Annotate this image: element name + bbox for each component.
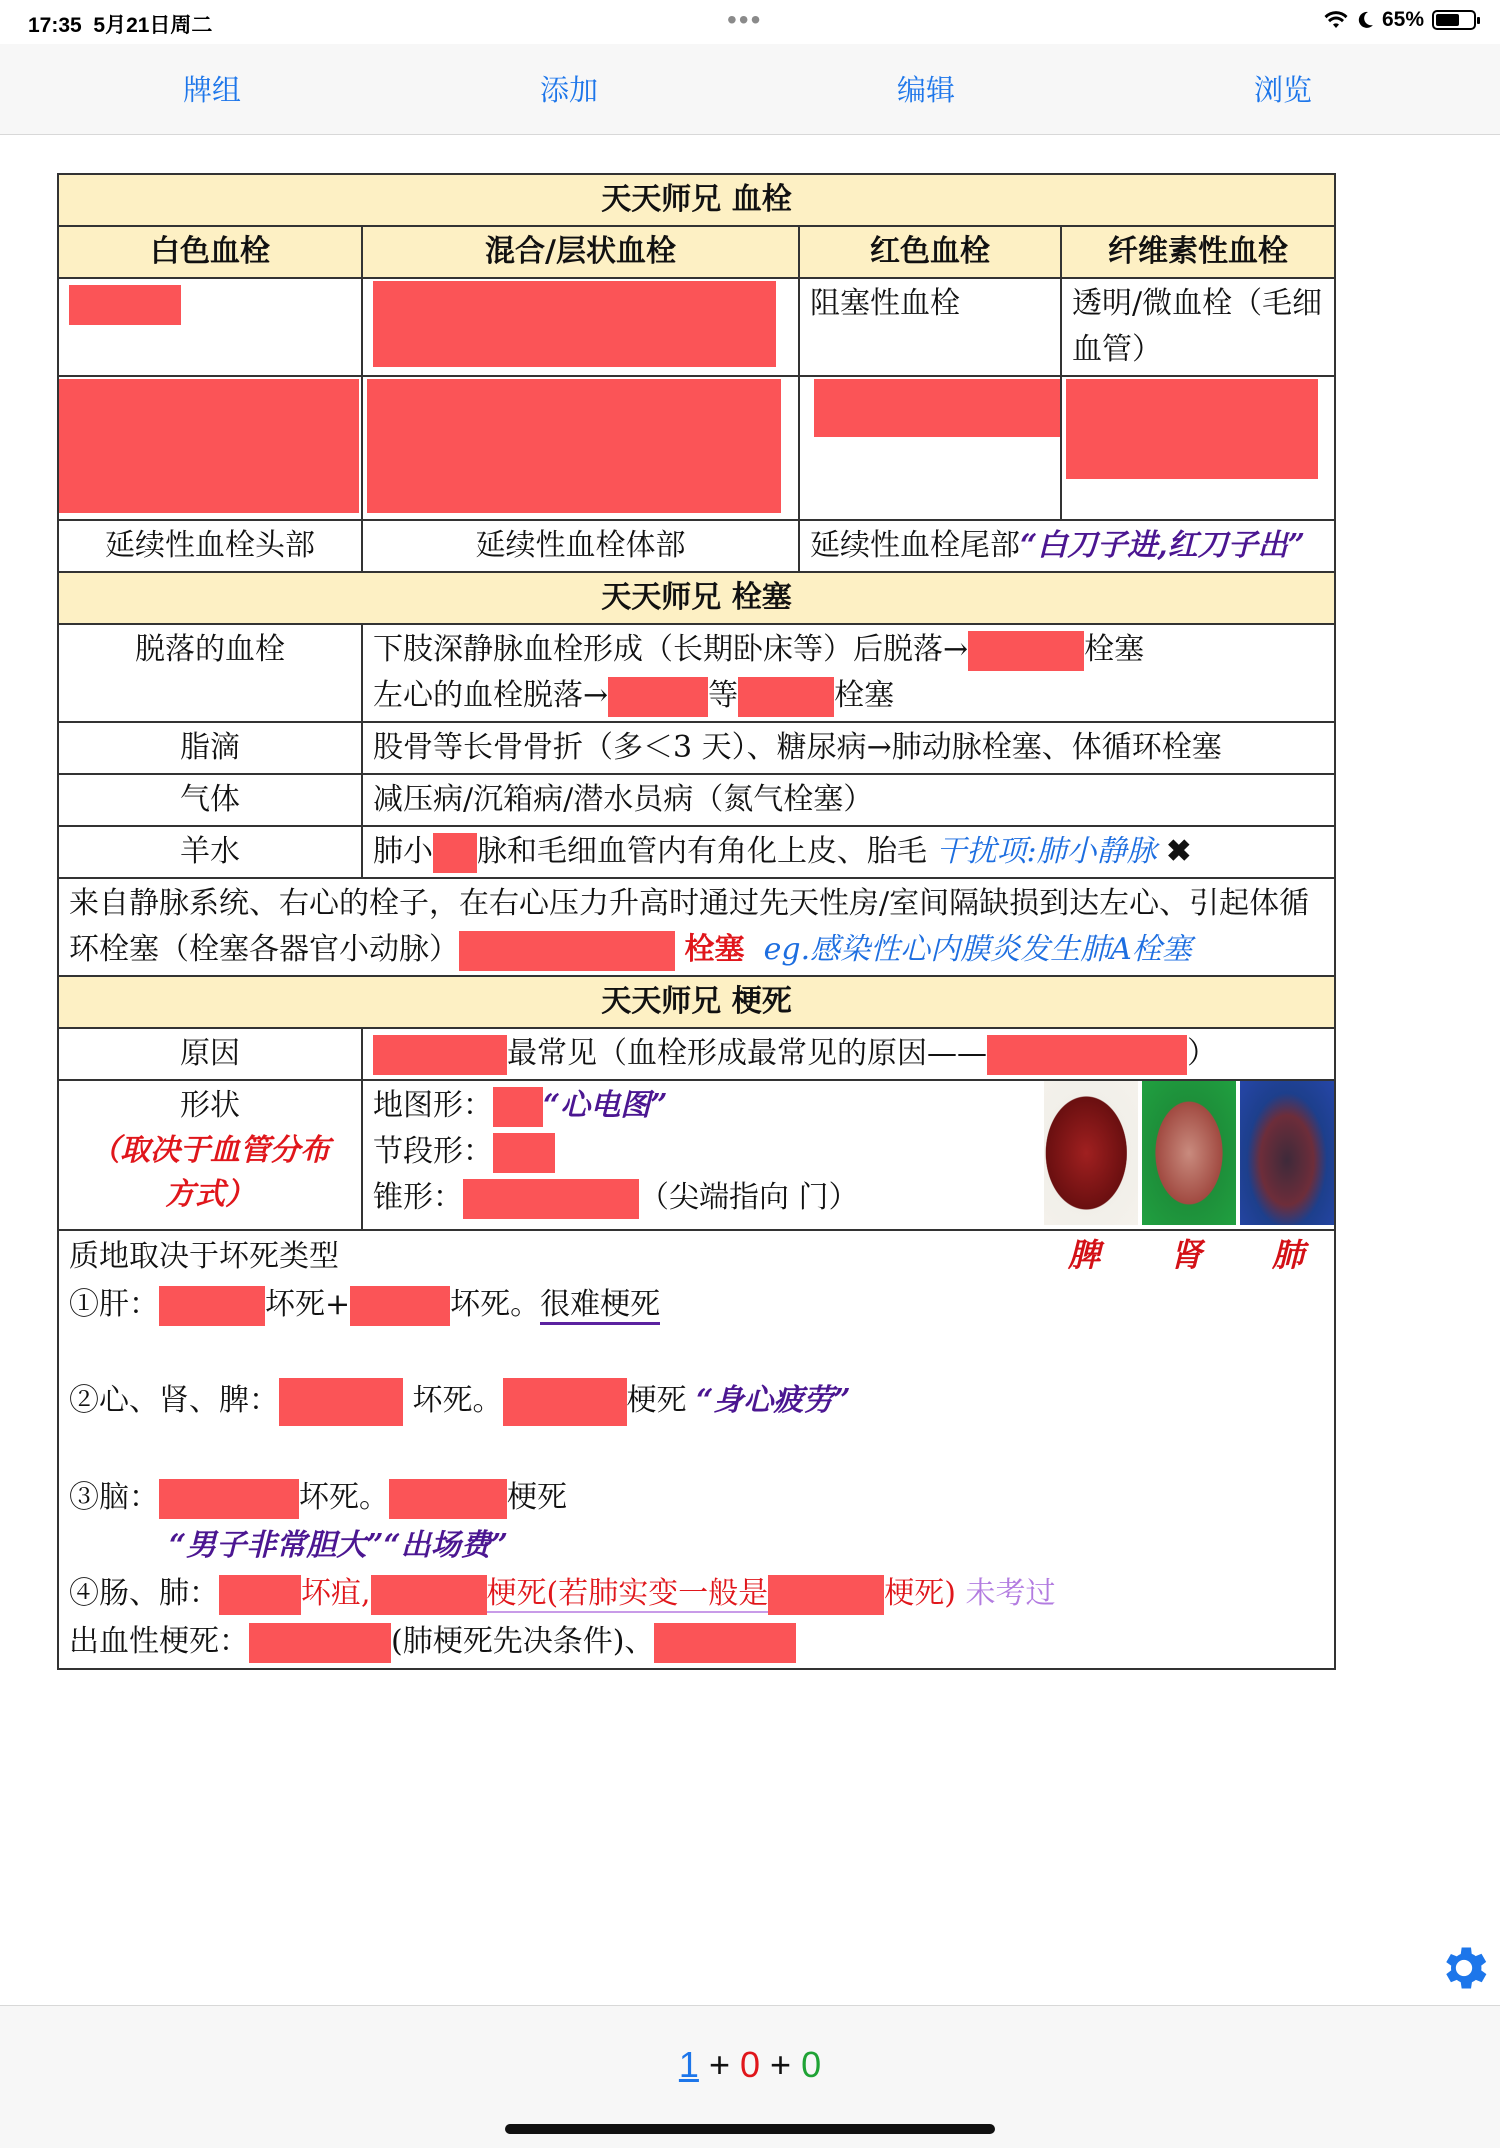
new-count[interactable]: 1 [678,2044,699,2085]
paradoxical-embolism: 来自静脉系统、右心的栓子，在右心压力升高时通过先天性房/室间隔缺损到达左心、引起体循环栓塞（栓塞各器官小动脉） 栓塞 eg.感染性心内膜炎发生肺A栓塞 [58,878,1335,976]
redaction-block[interactable] [373,1035,507,1075]
redaction-block[interactable] [389,1479,507,1519]
lung-label: 肺 [1272,1236,1305,1274]
cause-desc: 最常见（血栓形成最常见的原因—— ） [362,1028,1335,1080]
spleen-label: 脾 [1067,1236,1100,1274]
ecg-note: “心电图” [543,1088,668,1123]
lung-photo [1240,1081,1334,1225]
cell-head: 延续性血栓头部 [58,520,362,572]
redaction-block[interactable] [373,281,776,367]
cell-tail: 延续性血栓尾部“白刀子进,红刀子出” [799,520,1335,572]
redaction-block[interactable] [371,1575,487,1615]
redaction-block[interactable] [159,1479,299,1519]
heart-line: ②心、肾、脾： 坏死。 梗死 “身心疲劳” [69,1377,1324,1426]
moon-icon [1356,11,1374,29]
redaction-block[interactable] [159,1286,265,1326]
gear-icon[interactable] [1436,1940,1492,1996]
status-right [1324,8,1476,32]
label-shape: 形状 （取决于血管分布方式） [58,1080,362,1230]
top-toolbar [0,44,1500,135]
review-counts: 1 + 0 + 0 [678,2044,822,2085]
header-mixed-thrombus: 混合/层状血栓 [362,226,799,278]
organ-photos [1044,1081,1334,1225]
review-count[interactable]: 0 [801,2044,822,2085]
header-fibrin-thrombus: 纤维素性血栓 [1061,226,1335,278]
redaction-block[interactable] [968,631,1084,671]
status-bar [0,0,1500,44]
learning-count[interactable]: 0 [739,2044,761,2085]
fat-desc: 股骨等长骨骨折（多＜3 天）、糖尿病→肺动脉栓塞、体循环栓塞 [362,722,1335,774]
redaction-block[interactable] [433,833,477,873]
redaction-block[interactable] [219,1575,301,1615]
redaction-block[interactable] [608,677,708,717]
redaction-block[interactable] [1066,379,1318,479]
cell-white-desc [58,278,362,376]
hemorrhagic-line: 出血性梗死： (肺梗死先决条件)、 [69,1618,1324,1666]
gut-line: ④肠、肺： 坏疽, 梗死(若肺实变一般是 梗死) 未考过 [69,1570,1324,1618]
cell-mixed-desc [362,278,799,376]
wifi-icon [1324,11,1348,29]
cell-body: 延续性血栓体部 [362,520,799,572]
battery-percent: 65% [1381,8,1424,31]
redaction-block[interactable] [814,379,1060,437]
redaction-block[interactable] [654,1623,796,1663]
header-white-thrombus: 白色血栓 [58,226,362,278]
amniotic-desc: 肺小 脉和毛细血管内有角化上皮、胎毛 干扰项:肺小静脉 ✖ [362,826,1335,878]
add-button[interactable]: 添加 [539,75,598,107]
edit-button[interactable]: 编辑 [896,75,955,107]
redaction-block[interactable] [249,1623,391,1663]
cell-fibrin-desc: 透明/微血栓（毛细血管） [1061,278,1335,376]
redaction-block[interactable] [503,1378,627,1426]
kidney-photo [1142,1081,1236,1225]
spleen-photo [1044,1081,1138,1225]
example-note: eg.感染性心内膜炎发生肺A栓塞 [763,932,1192,967]
texture-title: 质地取决于坏死类型 [69,1239,339,1274]
kidney-label: 肾 [1169,1236,1202,1274]
label-thrombus-emboli: 脱落的血栓 [58,624,362,722]
distractor-note: 干扰项:肺小静脉 [936,834,1157,869]
redaction-block[interactable] [459,931,675,971]
status-time: 17:35 5月21日周二 [28,14,213,37]
cell-red-comp [799,376,1061,520]
browse-button[interactable]: 浏览 [1253,75,1312,107]
cell-fibrin-comp [1061,376,1335,520]
thrombus-title: 天天师兄 血栓 [58,174,1335,226]
brain-line: ③脑： 坏死。 梗死 [69,1474,1324,1522]
mnemonic-note: “白刀子进,红刀子出” [1020,528,1305,563]
infarct-title: 天天师兄 梗死 [58,976,1335,1028]
label-gas: 气体 [58,774,362,826]
home-indicator[interactable] [505,2124,995,2134]
brain-mnemonic: “男子非常胆大”“出场费” [169,1528,509,1563]
bottom-bar [0,2005,1500,2148]
cell-red-desc: 阻塞性血栓 [799,278,1061,376]
shape-desc: 地图形： “心电图” 节段形： 锥形： （尖端指向 门） [362,1080,1335,1230]
redaction-block[interactable] [987,1035,1187,1075]
organ-labels [1068,1231,1304,1279]
battery-icon [1432,10,1476,30]
redaction-block[interactable] [367,379,781,513]
label-cause: 原因 [58,1028,362,1080]
header-red-thrombus: 红色血栓 [799,226,1061,278]
redaction-block[interactable] [738,677,834,717]
cross-icon: ✖ [1166,834,1192,869]
cell-mixed-comp [362,376,799,520]
not-tested-note: 未考过 [965,1576,1056,1611]
thrombus-emboli-desc: 下肢深静脉血栓形成（长期卧床等）后脱落→ 栓塞 左心的血栓脱落→ 等 栓塞 [362,624,1335,722]
liver-line: ①肝： 坏死+ 坏死。很难梗死 [69,1281,1324,1329]
shape-note: （取决于血管分布方式） [90,1133,330,1212]
cell-white-comp [58,376,362,520]
redaction-block[interactable] [69,285,181,325]
label-fat: 脂滴 [58,722,362,774]
texture-section [58,1230,1335,1669]
redaction-block[interactable] [493,1087,543,1127]
redaction-block[interactable] [493,1133,555,1173]
card-table [57,173,1336,1670]
multitask-dots[interactable]: ••• [727,4,763,35]
redaction-block[interactable] [350,1286,450,1326]
gas-desc: 减压病/沉箱病/潜水员病（氮气栓塞） [362,774,1335,826]
fatigue-note: “身心疲劳” [696,1383,851,1418]
redaction-block[interactable] [768,1575,884,1615]
redaction-block[interactable] [59,379,359,513]
embolism-title: 天天师兄 栓塞 [58,572,1335,624]
hard-to-infarct-note: 很难梗死 [540,1287,660,1325]
redaction-block[interactable] [279,1378,403,1426]
embolism-suffix: 栓塞 [684,932,745,967]
decks-button[interactable]: 牌组 [182,75,241,107]
flashcard [57,173,1334,1670]
label-amniotic: 羊水 [58,826,362,878]
redaction-block[interactable] [463,1179,639,1219]
